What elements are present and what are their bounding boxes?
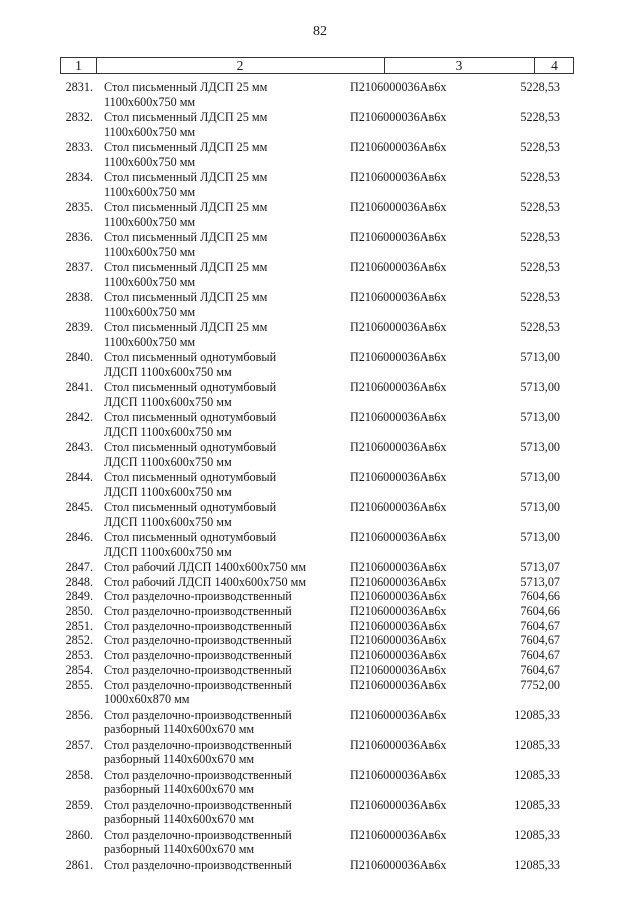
item-name-line-1: Стол разделочно-производственный <box>104 677 292 692</box>
item-name <box>104 619 344 634</box>
item-code: П2106000036Ав6х <box>350 662 447 677</box>
item-code: П2106000036Ав6х <box>350 200 447 214</box>
item-code: П2106000036Ав6х <box>350 648 447 663</box>
item-code: П2106000036Ав6х <box>350 677 447 692</box>
item-name-line-2: ЛДСП 1100х600х750 мм <box>104 424 232 439</box>
item-name-line-1: Стол письменный однотумбовый <box>104 350 277 364</box>
item-name <box>104 500 344 529</box>
item-code: П2106000036Ав6х <box>350 618 447 633</box>
table-row <box>0 648 640 663</box>
item-name-line-1: Стол разделочно-производственный <box>104 797 292 812</box>
item-code: П2106000036Ав6х <box>350 350 447 364</box>
item-price: 12085,33 <box>514 767 560 782</box>
row-number: 2847. <box>65 560 93 574</box>
item-price: 5713,00 <box>520 410 560 424</box>
table-row <box>0 170 640 200</box>
item-name <box>104 575 344 590</box>
table-row <box>0 440 640 470</box>
item-name <box>104 530 344 559</box>
item-code: П2106000036Ав6х <box>350 440 447 454</box>
table-row <box>0 410 640 440</box>
item-name-line-1: Стол письменный ЛДСП 25 мм <box>104 140 268 154</box>
item-name <box>104 798 344 827</box>
item-name-line-1: Стол рабочий ЛДСП 1400х600х750 мм <box>104 574 307 589</box>
item-code: П2106000036Ав6х <box>350 290 447 304</box>
item-price: 7604,66 <box>520 589 560 604</box>
item-code: П2106000036Ав6х <box>350 604 447 619</box>
item-code: П2106000036Ав6х <box>350 410 447 424</box>
row-number: 2837. <box>65 260 93 274</box>
item-code: П2106000036Ав6х <box>350 320 447 334</box>
item-name-line-2: ЛДСП 1100х600х750 мм <box>104 454 232 469</box>
table-row <box>0 828 640 858</box>
item-name <box>104 80 344 109</box>
item-name <box>104 663 344 678</box>
item-name <box>104 708 344 737</box>
item-name <box>104 470 344 499</box>
item-code: П2106000036Ав6х <box>350 574 447 589</box>
table-row <box>0 619 640 634</box>
item-name-line-1: Стол разделочно-производственный <box>104 767 292 782</box>
row-number: 2854. <box>65 662 93 677</box>
row-number: 2840. <box>65 350 93 364</box>
row-number: 2839. <box>65 320 93 334</box>
item-name-line-1: Стол разделочно-производственный <box>104 827 292 842</box>
item-price: 5228,53 <box>520 260 560 274</box>
item-name <box>104 633 344 648</box>
item-name-line-2: ЛДСП 1100х600х750 мм <box>104 514 232 529</box>
item-name-line-1: Стол письменный однотумбовый <box>104 530 277 544</box>
item-code: П2106000036Ав6х <box>350 230 447 244</box>
item-price: 5713,00 <box>520 380 560 394</box>
page-number: 82 <box>313 24 327 39</box>
item-price: 5713,00 <box>520 500 560 514</box>
row-number: 2848. <box>65 574 93 589</box>
item-name-line-2: разборный 1140х600х670 мм <box>104 722 255 737</box>
item-price: 12085,33 <box>514 857 560 872</box>
item-price: 7752,00 <box>520 677 560 692</box>
table-row <box>0 708 640 738</box>
item-name <box>104 410 344 439</box>
row-number: 2842. <box>65 410 93 424</box>
row-number: 2838. <box>65 290 93 304</box>
row-number: 2859. <box>65 797 93 812</box>
item-price: 5228,53 <box>520 80 560 94</box>
item-price: 7604,67 <box>520 618 560 633</box>
item-name-line-1: Стол письменный однотумбовый <box>104 380 277 394</box>
table-row <box>0 260 640 290</box>
row-number: 2856. <box>65 707 93 722</box>
table-row <box>0 500 640 530</box>
header-col-4: 4 <box>551 58 558 73</box>
item-price: 7604,67 <box>520 662 560 677</box>
item-price: 5228,53 <box>520 230 560 244</box>
item-code: П2106000036Ав6х <box>350 767 447 782</box>
row-number: 2841. <box>65 380 93 394</box>
item-name-line-1: Стол разделочно-производственный <box>104 604 292 619</box>
row-number: 2858. <box>65 767 93 782</box>
row-number: 2852. <box>65 633 93 648</box>
item-name-line-1: Стол разделочно-производственный <box>104 589 292 604</box>
item-name-line-1: Стол разделочно-производственный <box>104 707 292 722</box>
table-row <box>0 530 640 560</box>
table-row <box>0 575 640 590</box>
header-col-3: 3 <box>455 58 463 73</box>
item-code: П2106000036Ав6х <box>350 470 447 484</box>
table-row <box>0 230 640 260</box>
item-name-line-2: 1100х600х750 мм <box>104 154 196 169</box>
item-code: П2106000036Ав6х <box>350 530 447 544</box>
item-name <box>104 290 344 319</box>
item-name-line-1: Стол письменный ЛДСП 25 мм <box>104 320 268 334</box>
item-name <box>104 828 344 857</box>
row-number: 2846. <box>65 530 93 544</box>
item-name-line-1: Стол письменный ЛДСП 25 мм <box>104 290 268 304</box>
table-row <box>0 589 640 604</box>
item-price: 12085,33 <box>514 737 560 752</box>
item-name <box>104 738 344 767</box>
table-row <box>0 200 640 230</box>
item-name-line-1: Стол разделочно-производственный <box>104 648 292 663</box>
row-number: 2845. <box>65 500 93 514</box>
item-name-line-1: Стол письменный ЛДСП 25 мм <box>104 110 268 124</box>
row-number: 2853. <box>65 648 93 663</box>
table-row <box>0 663 640 678</box>
item-name <box>104 440 344 469</box>
item-name-line-1: Стол рабочий ЛДСП 1400х600х750 мм <box>104 560 307 574</box>
table-row <box>0 290 640 320</box>
item-code: П2106000036Ав6х <box>350 737 447 752</box>
item-code: П2106000036Ав6х <box>350 633 447 648</box>
item-name <box>104 170 344 199</box>
item-price: 5228,53 <box>520 170 560 184</box>
item-name <box>104 110 344 139</box>
row-number: 2855. <box>65 677 93 692</box>
item-code: П2106000036Ав6х <box>350 500 447 514</box>
table-row <box>0 768 640 798</box>
item-name-line-1: Стол разделочно-производственный <box>104 857 292 872</box>
item-name-line-1: Стол письменный ЛДСП 25 мм <box>104 260 268 274</box>
item-code: П2106000036Ав6х <box>350 140 447 154</box>
item-name-line-1: Стол письменный однотумбовый <box>104 410 277 424</box>
item-name-line-1: Стол разделочно-производственный <box>104 618 292 633</box>
table-body <box>0 80 640 872</box>
item-code: П2106000036Ав6х <box>350 170 447 184</box>
item-name-line-2: 1000х60х870 мм <box>104 692 190 707</box>
item-name-line-2: разборный 1140х600х670 мм <box>104 812 255 827</box>
table-row <box>0 80 640 110</box>
item-name-line-1: Стол письменный ЛДСП 25 мм <box>104 80 268 94</box>
item-code: П2106000036Ав6х <box>350 827 447 842</box>
header-col-1: 1 <box>75 58 82 73</box>
item-price: 5713,00 <box>520 530 560 544</box>
item-name-line-2: ЛДСП 1100х600х750 мм <box>104 544 232 559</box>
item-name <box>104 380 344 409</box>
item-name-line-2: разборный 1140х600х670 мм <box>104 842 255 857</box>
item-name <box>104 230 344 259</box>
table-row <box>0 858 640 873</box>
item-name <box>104 560 344 575</box>
row-number: 2861. <box>65 857 93 872</box>
row-number: 2851. <box>65 618 93 633</box>
table-row <box>0 798 640 828</box>
item-name-line-1: Стол письменный однотумбовый <box>104 440 277 454</box>
item-code: П2106000036Ав6х <box>350 260 447 274</box>
item-code: П2106000036Ав6х <box>350 589 447 604</box>
item-code: П2106000036Ав6х <box>350 797 447 812</box>
table-row <box>0 633 640 648</box>
item-code: П2106000036Ав6х <box>350 80 447 94</box>
table-row <box>0 320 640 350</box>
item-price: 12085,33 <box>514 827 560 842</box>
item-code: П2106000036Ав6х <box>350 857 447 872</box>
item-name-line-1: Стол письменный однотумбовый <box>104 470 277 484</box>
item-name <box>104 200 344 229</box>
row-number: 2831. <box>65 80 93 94</box>
item-price: 5228,53 <box>520 290 560 304</box>
item-name-line-1: Стол письменный ЛДСП 25 мм <box>104 200 268 214</box>
item-name-line-1: Стол разделочно-производственный <box>104 633 292 648</box>
table-row <box>0 350 640 380</box>
row-number: 2836. <box>65 230 93 244</box>
item-name-line-2: 1100х600х750 мм <box>104 214 196 229</box>
item-name <box>104 768 344 797</box>
item-price: 5228,53 <box>520 110 560 124</box>
item-name-line-2: разборный 1140х600х670 мм <box>104 782 255 797</box>
item-name-line-2: 1100х600х750 мм <box>104 274 196 289</box>
table-row <box>0 110 640 140</box>
item-price: 5713,07 <box>520 574 560 589</box>
item-name-line-1: Стол письменный ЛДСП 25 мм <box>104 230 268 244</box>
table-row <box>0 738 640 768</box>
item-name-line-1: Стол письменный однотумбовый <box>104 500 277 514</box>
item-name <box>104 858 344 873</box>
item-price: 7604,67 <box>520 633 560 648</box>
item-name-line-2: 1100х600х750 мм <box>104 334 196 349</box>
item-price: 5228,53 <box>520 320 560 334</box>
table-row <box>0 560 640 575</box>
row-number: 2835. <box>65 200 93 214</box>
item-code: П2106000036Ав6х <box>350 380 447 394</box>
item-name <box>104 589 344 604</box>
table-row <box>0 470 640 500</box>
item-price: 12085,33 <box>514 797 560 812</box>
item-name <box>104 604 344 619</box>
row-number: 2850. <box>65 604 93 619</box>
row-number: 2844. <box>65 470 93 484</box>
item-name <box>104 140 344 169</box>
item-name-line-2: 1100х600х750 мм <box>104 304 196 319</box>
table-row <box>0 678 640 708</box>
item-code: П2106000036Ав6х <box>350 707 447 722</box>
row-number: 2849. <box>65 589 93 604</box>
item-name-line-1: Стол разделочно-производственный <box>104 737 292 752</box>
item-price: 5228,53 <box>520 140 560 154</box>
item-name <box>104 648 344 663</box>
item-name-line-2: ЛДСП 1100х600х750 мм <box>104 394 232 409</box>
item-price: 5713,00 <box>520 440 560 454</box>
item-name <box>104 260 344 289</box>
item-price: 5713,07 <box>520 560 560 574</box>
item-price: 7604,67 <box>520 648 560 663</box>
item-name-line-1: Стол письменный ЛДСП 25 мм <box>104 170 268 184</box>
row-number: 2833. <box>65 140 93 154</box>
table-row <box>0 604 640 619</box>
item-name-line-2: 1100х600х750 мм <box>104 124 196 139</box>
row-number: 2860. <box>65 827 93 842</box>
item-name <box>104 678 344 707</box>
item-price: 5713,00 <box>520 350 560 364</box>
item-name <box>104 350 344 379</box>
table-header <box>60 57 574 74</box>
item-name-line-2: ЛДСП 1100х600х750 мм <box>104 484 232 499</box>
row-number: 2832. <box>65 110 93 124</box>
row-number: 2834. <box>65 170 93 184</box>
item-name <box>104 320 344 349</box>
row-number: 2843. <box>65 440 93 454</box>
item-name-line-1: Стол разделочно-производственный <box>104 662 292 677</box>
table-row <box>0 380 640 410</box>
item-name-line-2: 1100х600х750 мм <box>104 94 196 109</box>
table-row <box>0 140 640 170</box>
item-price: 5228,53 <box>520 200 560 214</box>
item-name-line-2: 1100х600х750 мм <box>104 184 196 199</box>
item-code: П2106000036Ав6х <box>350 110 447 124</box>
item-price: 5713,00 <box>520 470 560 484</box>
item-name-line-2: ЛДСП 1100х600х750 мм <box>104 364 232 379</box>
row-number: 2857. <box>65 737 93 752</box>
item-price: 12085,33 <box>514 707 560 722</box>
item-name-line-2: разборный 1140х600х670 мм <box>104 752 255 767</box>
item-price: 7604,66 <box>520 604 560 619</box>
header-col-2: 2 <box>236 58 244 73</box>
item-code: П2106000036Ав6х <box>350 560 447 574</box>
item-name-line-2: 1100х600х750 мм <box>104 244 196 259</box>
